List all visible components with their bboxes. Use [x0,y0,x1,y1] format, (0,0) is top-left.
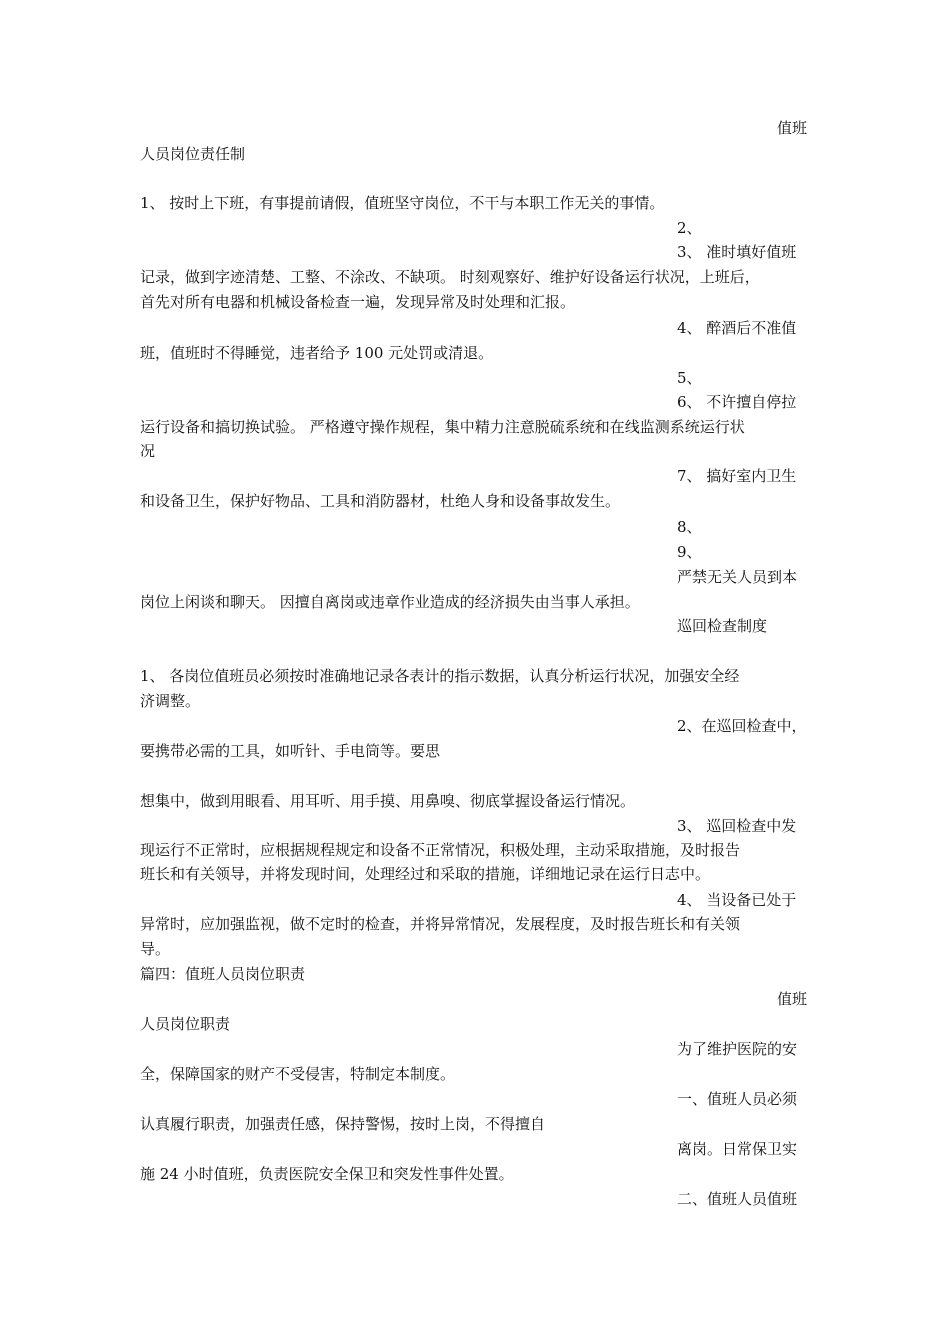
rule-item-6-start: 6、 不许擅自停拉 [677,393,797,411]
inspection-item-1: 1、 各岗位值班员必须按时准确地记录各表计的指示数据，认真分析运行状况，加强安全经 [140,667,740,685]
duties-item-1-line: 认真履行职责，加强责任感，保持警惕，按时上岗，不得擅自 [140,1115,546,1133]
rule-item-3-line: 首先对所有电器和机械设备检查一遍，发现异常及时处理和汇报。 [140,293,576,311]
rule-item-3-start: 3、 准时填好值班 [677,243,797,261]
heading-inspection: 巡回检查制度 [677,617,768,635]
inspection-item-3-line: 现运行不正常时，应根据规程规定和设备不正常情况，积极处理，主动采取措施，及时报告 [140,841,741,859]
duties-item-2-start: 二、值班人员值班 [677,1190,798,1208]
inspection-item-1-line: 济调整。 [140,692,201,710]
inspection-item-4-start: 4、 当设备已处于 [677,891,797,909]
section-title-part4: 篇四：值班人员岗位职责 [140,965,306,983]
inspection-item-4-line: 异常时，应加强监视，做不定时的检查，并将异常情况，发展程度，及时报告班长和有关领 [140,915,741,933]
rule-item-9-number: 9、 [677,543,702,561]
rule-item-3-line: 记录，做到字迹清楚、工整、不涂改、不缺项。 时刻观察好、维护好设备运行状况，上班后， [140,268,760,286]
inspection-item-2-line: 想集中，做到用眼看、用耳听、用手摸、用鼻嗅、彻底掌握设备运行情况。 [140,792,636,810]
duties-intro-start: 为了维护医院的安 [677,1040,798,1058]
rule-item-2-number: 2、 [677,219,702,237]
rule-item-4-start: 4、 醉酒后不准值 [677,319,797,337]
rule-item-4-line: 班，值班时不得睡觉，违者给予 100 元处罚或清退。 [140,344,494,362]
inspection-item-3-line: 班长和有关领导，并将发现时间，处理经过和采取的措施，详细地记录在运行日志中。 [140,865,711,883]
inspection-item-2-start: 2、在巡回检查中， [677,717,807,735]
rule-item-6-line: 况 [140,442,156,460]
rule-item-7-line: 和设备卫生，保护好物品、工具和消防器材，杜绝人身和设备事故发生。 [140,492,621,510]
inspection-item-2-line: 要携带必需的工具，如听针、手电筒等。要思 [140,742,441,760]
inspection-item-4-line: 导。 [140,940,171,958]
rule-item-8-number: 8、 [677,518,702,536]
rule-item-9-line: 岗位上闲谈和聊天。 因擅自离岗或违章作业造成的经济损失由当事人承担。 [140,593,640,611]
heading-duty-part1: 值班 [777,119,808,137]
duties-item-1-start: 一、值班人员必须 [677,1090,798,1108]
heading-duties-part1: 值班 [777,990,808,1008]
rule-item-5-number: 5、 [677,369,702,387]
duties-item-1-line: 施 24 小时值班，负责医院安全保卫和突发性事件处置。 [140,1165,514,1183]
rule-item-7-start: 7、 搞好室内卫生 [677,467,797,485]
inspection-item-3-start: 3、 巡回检查中发 [677,817,797,835]
duties-intro-line: 全，保障国家的财产不受侵害，特制定本制度。 [140,1065,456,1083]
heading-duties-part2: 人员岗位职责 [140,1015,231,1033]
rule-item-1: 1、 按时上下班，有事提前请假，值班坚守岗位，不干与本职工作无关的事情。 [140,194,665,212]
rule-item-6-line: 运行设备和搞切换试验。 严格遵守操作规程，集中精力注意脱硫系统和在线监测系统运行状 [140,418,745,436]
heading-duty-part2: 人员岗位责任制 [140,145,246,163]
rule-item-9-start: 严禁无关人员到本 [677,568,798,586]
duties-item-1-line: 离岗。日常保卫实 [677,1140,798,1158]
